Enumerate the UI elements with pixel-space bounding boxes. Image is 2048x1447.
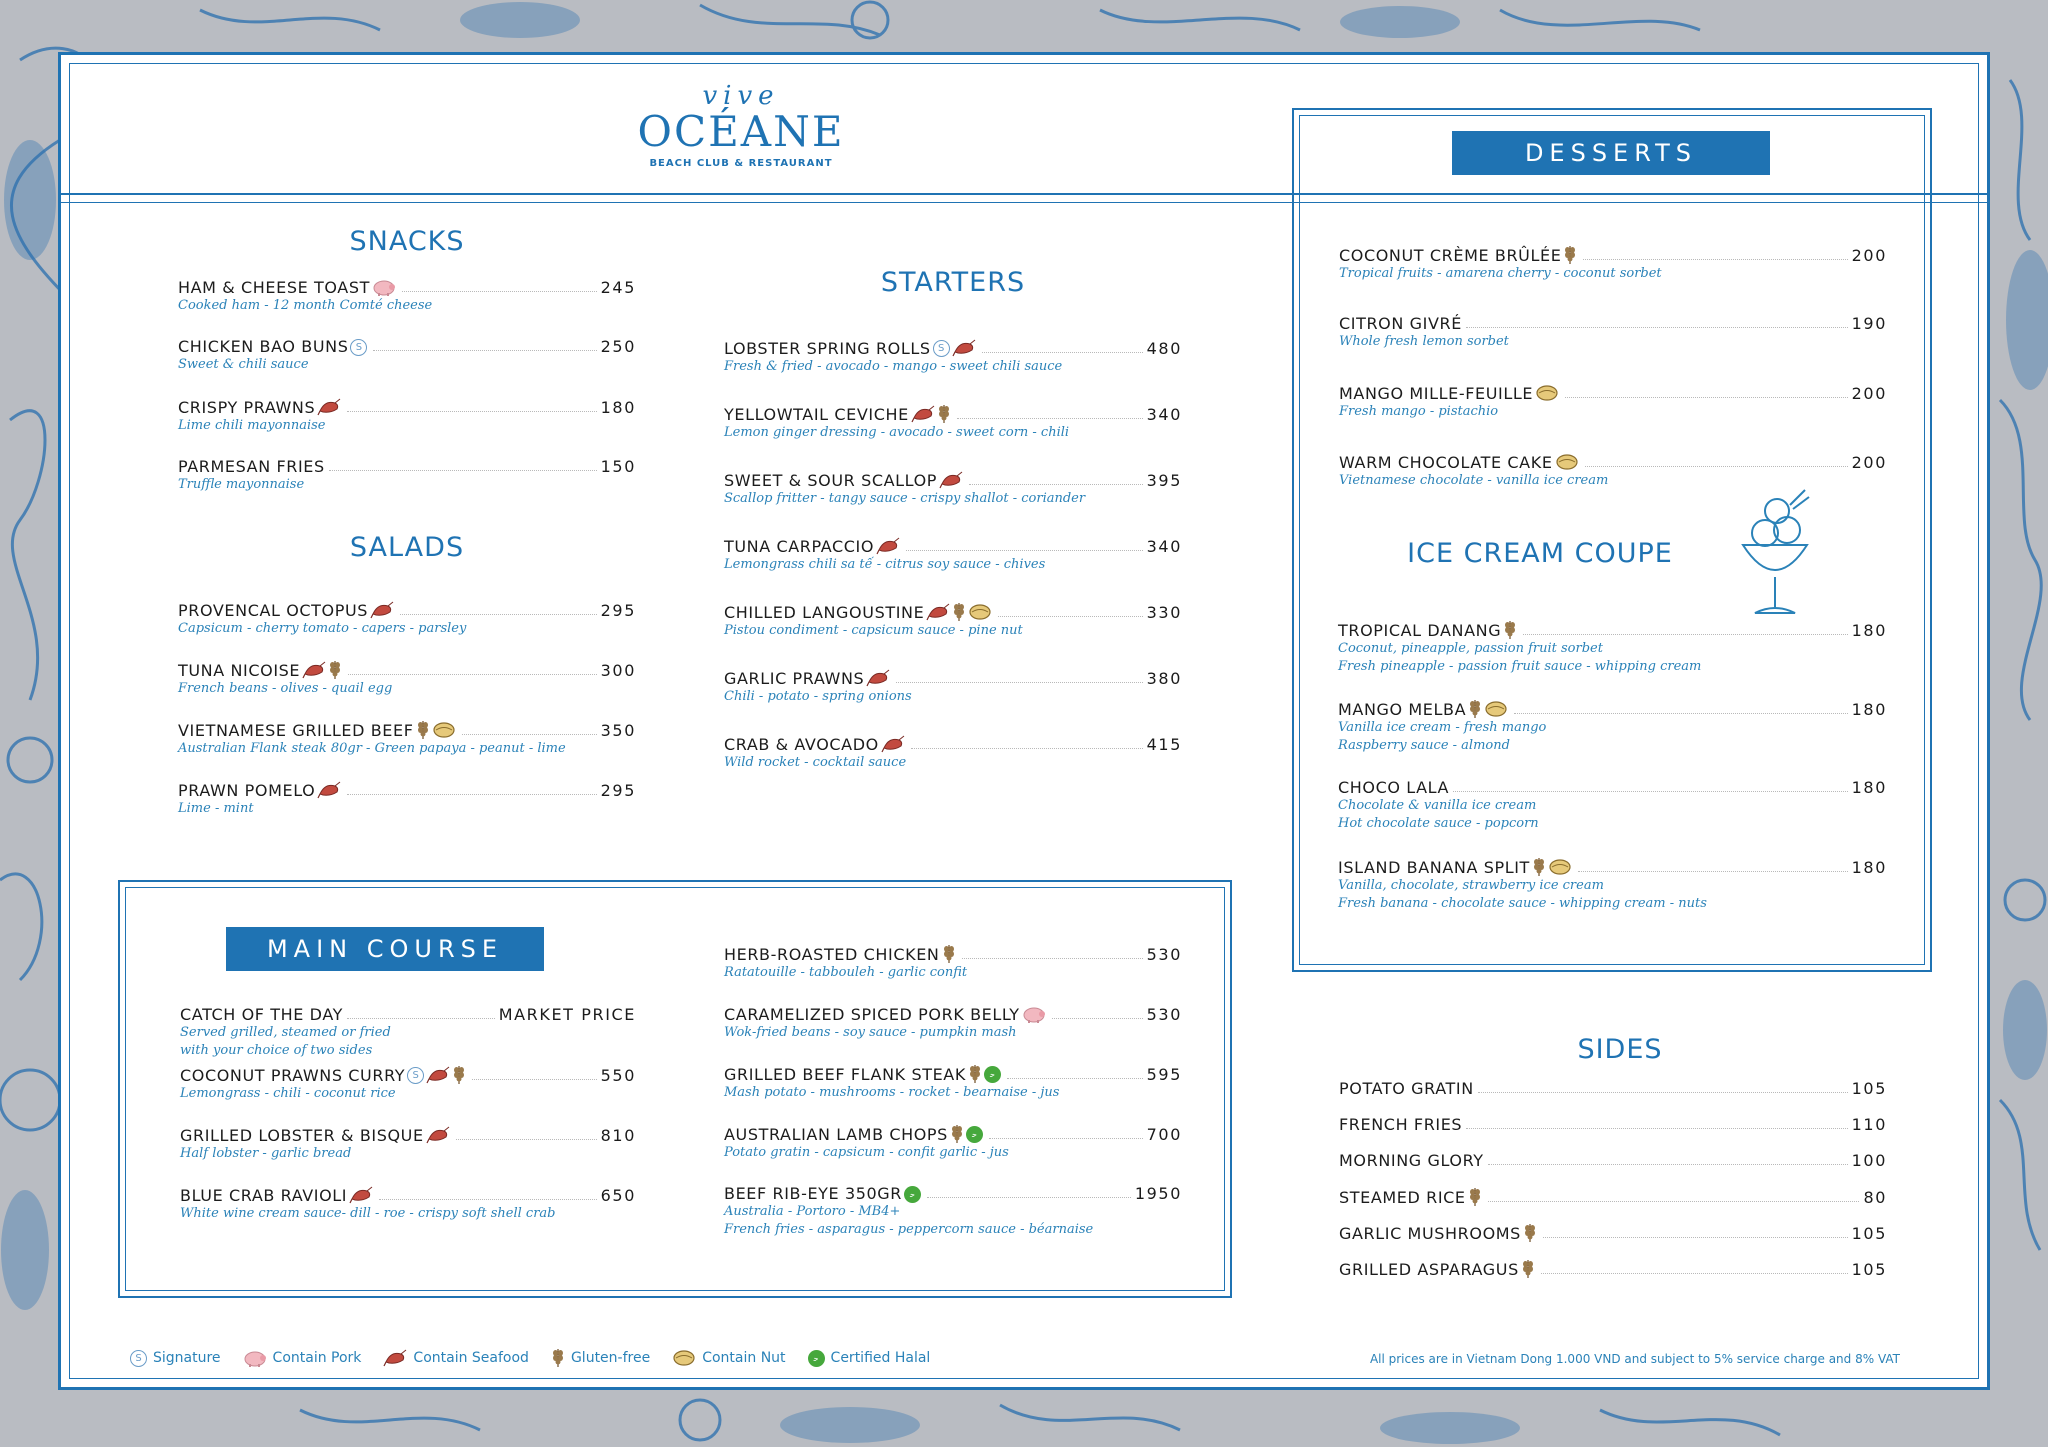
seafood-icon (317, 397, 341, 417)
signature-icon: S (407, 1067, 424, 1084)
item-description: Australia - Portoro - MB4+ (724, 1204, 901, 1219)
item-price: 700 (1146, 1125, 1182, 1144)
item-name: COCONUT CRÈME BRÛLÉE (1339, 246, 1562, 265)
item-description: French fries - asparagus - peppercorn sauce - béarnaise (724, 1222, 1094, 1237)
gluten-icon (952, 602, 966, 622)
leader-dots (1578, 871, 1848, 872)
menu-item-island-banana-split (1338, 857, 1887, 913)
seafood-icon (926, 602, 950, 622)
menu-item-australian-lamb-chops (724, 1124, 1182, 1162)
gluten-icon (328, 660, 342, 680)
leader-dots (462, 734, 597, 735)
pork-icon (1022, 1004, 1046, 1024)
item-price: 295 (600, 601, 636, 620)
leader-dots (1541, 1273, 1848, 1274)
item-name: CITRON GIVRÉ (1339, 314, 1462, 333)
item-name: VIETNAMESE GRILLED BEEF (178, 721, 414, 740)
seafood-icon (952, 338, 976, 358)
item-price: 245 (600, 278, 636, 297)
halal-icon: ﺣ (808, 1350, 825, 1367)
item-icons (1521, 1259, 1537, 1279)
leader-dots (1052, 1018, 1143, 1019)
item-price: 1950 (1134, 1184, 1182, 1203)
item-price: 80 (1863, 1188, 1887, 1207)
item-icons (1563, 245, 1579, 265)
item-description: Served grilled, steamed or fried (180, 1025, 391, 1040)
item-description: Lime - mint (178, 801, 254, 816)
menu-item-grilled-beef-flank-steak (724, 1064, 1182, 1102)
item-price: 200 (1851, 246, 1887, 265)
menu-item-garlic-prawns (724, 668, 1182, 706)
desserts-banner: DESSERTS (1452, 131, 1770, 175)
legend-label: Gluten-free (570, 1350, 651, 1366)
item-icons (866, 668, 892, 688)
brand-script: vive (702, 81, 780, 111)
item-description: Capsicum - cherry tomato - capers - parsley (178, 621, 467, 636)
item-description: Fresh & fried - avocado - mango - sweet chili sauce (724, 359, 1063, 374)
item-icons (317, 397, 343, 417)
item-icons (1468, 699, 1510, 719)
menu-item-grilled-asparagus (1339, 1259, 1887, 1279)
legend-item-contain-seafood (383, 1348, 529, 1368)
nut-icon (672, 1348, 696, 1368)
gluten-icon (1563, 245, 1577, 265)
seafood-icon (881, 734, 905, 754)
legend-label: Contain Seafood (413, 1350, 529, 1366)
item-price: 105 (1851, 1079, 1887, 1098)
menu-item-ham-cheese-toast (178, 277, 636, 315)
item-icons (302, 660, 344, 680)
item-icons (350, 339, 369, 356)
item-price: 530 (1146, 1005, 1182, 1024)
item-description: Ratatouille - tabbouleh - garlic confit (724, 965, 968, 980)
item-icons (372, 277, 398, 297)
item-name: BLUE CRAB RAVIOLI (180, 1186, 348, 1205)
seafood-icon (911, 404, 935, 424)
item-icons (349, 1185, 375, 1205)
leader-dots (911, 748, 1143, 749)
item-price: 150 (600, 457, 636, 476)
nut-icon (1555, 452, 1579, 472)
gluten-icon (1468, 1187, 1482, 1207)
item-name: HERB-ROASTED CHICKEN (724, 945, 940, 964)
nut-icon (1535, 383, 1559, 403)
item-description: Lime chili mayonnaise (178, 418, 326, 433)
menu-item-steamed-rice (1339, 1187, 1887, 1207)
item-name: AUSTRALIAN LAMB CHOPS (724, 1125, 948, 1144)
gluten-icon (968, 1064, 982, 1084)
menu-item-potato-gratin (1339, 1079, 1887, 1098)
menu-item-vietnamese-grilled-beef (178, 720, 636, 758)
menu-item-tuna-carpaccio (724, 536, 1182, 574)
leader-dots (957, 418, 1143, 419)
leader-dots (962, 958, 1143, 959)
menu-item-beef-rib-eye-350gr (724, 1184, 1182, 1239)
leader-dots (1543, 1237, 1848, 1238)
gluten-icon (1523, 1223, 1537, 1243)
item-price: 480 (1146, 339, 1182, 358)
leader-dots (1585, 466, 1848, 467)
item-description: Lemon ginger dressing - avocado - sweet corn - chili (724, 425, 1070, 440)
menu-item-blue-crab-ravioli (180, 1185, 636, 1223)
item-icons (407, 1065, 468, 1085)
item-description: Sweet & chili sauce (178, 357, 309, 372)
leader-dots (402, 291, 597, 292)
main-course-banner: MAIN COURSE (226, 927, 544, 971)
leader-dots (329, 470, 597, 471)
menu-item-tuna-nicoise (178, 660, 636, 698)
item-description: Scallop fritter - tangy sauce - crispy shallot - coriander (724, 491, 1086, 506)
leader-dots (347, 411, 596, 412)
menu-item-coconut-creme-brulee (1339, 245, 1887, 283)
seafood-icon (866, 668, 890, 688)
seafood-icon (426, 1125, 450, 1145)
snacks-title: SNACKS (349, 226, 465, 257)
item-description: Potato gratin - capsicum - confit garlic - jus (724, 1145, 1009, 1160)
gluten-icon (551, 1348, 565, 1368)
item-price: 180 (600, 398, 636, 417)
item-name: GRILLED LOBSTER & BISQUE (180, 1126, 424, 1145)
item-name: MANGO MELBA (1338, 700, 1467, 719)
legend-item-certified-halal (808, 1350, 931, 1367)
brand-name: OCÉANE (637, 107, 845, 156)
item-price: 180 (1851, 700, 1887, 719)
signature-icon: S (933, 340, 950, 357)
leader-dots (472, 1079, 597, 1080)
legend-label: Signature (153, 1350, 221, 1366)
item-price: 330 (1146, 603, 1182, 622)
item-name: HAM & CHEESE TOAST (178, 278, 370, 297)
item-price: 190 (1851, 314, 1887, 333)
leader-dots (989, 1138, 1143, 1139)
gluten-icon (1532, 857, 1546, 877)
menu-item-crispy-prawns (178, 397, 636, 435)
menu-item-warm-chocolate-cake (1339, 452, 1887, 490)
signature-icon: S (350, 339, 367, 356)
item-price: 105 (1851, 1260, 1887, 1279)
item-icons (876, 536, 902, 556)
item-description: Fresh banana - chocolate sauce - whipping cream - nuts (1338, 896, 1707, 911)
item-icons (950, 1124, 985, 1144)
item-price: 415 (1146, 735, 1182, 754)
item-description: Chocolate & vanilla ice cream (1338, 798, 1537, 813)
item-name: SWEET & SOUR SCALLOP (724, 471, 938, 490)
item-icons (370, 600, 396, 620)
item-description: Lemongrass - chili - coconut rice (180, 1086, 396, 1101)
item-icons (317, 780, 343, 800)
item-name: YELLOWTAIL CEVICHE (724, 405, 909, 424)
menu-item-chilled-langoustine (724, 602, 1182, 640)
gluten-icon (942, 944, 956, 964)
gluten-icon (1521, 1259, 1535, 1279)
menu-item-prawn-pomelo (178, 780, 636, 818)
item-name: GRILLED BEEF FLANK STEAK (724, 1065, 966, 1084)
nut-icon (1484, 699, 1508, 719)
item-name: CHOCO LALA (1338, 778, 1450, 797)
item-description: Raspberry sauce - almond (1338, 738, 1510, 753)
gluten-icon (452, 1065, 466, 1085)
item-name: COCONUT PRAWNS CURRY (180, 1066, 406, 1085)
item-price: 530 (1146, 945, 1182, 964)
item-name: POTATO GRATIN (1339, 1079, 1474, 1098)
item-icons (881, 734, 907, 754)
item-icons (1532, 857, 1574, 877)
starters-title: STARTERS (880, 267, 1026, 298)
leader-dots (1478, 1092, 1848, 1093)
leader-dots (1565, 397, 1848, 398)
menu-item-choco-lala (1338, 778, 1887, 833)
item-description: Cooked ham - 12 month Comté cheese (178, 298, 433, 313)
leader-dots (927, 1197, 1131, 1198)
item-description: Truffle mayonnaise (178, 477, 305, 492)
item-icons (926, 602, 994, 622)
legend-item-contain-nut (672, 1348, 785, 1368)
menu-item-garlic-mushrooms (1339, 1223, 1887, 1243)
seafood-icon (383, 1348, 407, 1368)
item-name: TUNA NICOISE (178, 661, 301, 680)
price-note: All prices are in Vietnam Dong 1.000 VND and subject to 5% service charge and 8% VAT (1369, 1352, 1900, 1366)
seafood-icon (317, 780, 341, 800)
item-name: MANGO MILLE-FEUILLE (1339, 384, 1534, 403)
item-name: CRAB & AVOCADO (724, 735, 879, 754)
nut-icon (1548, 857, 1572, 877)
item-price: 350 (600, 721, 636, 740)
item-description: Lemongrass chili sa tế - citrus soy sauce - chives (724, 557, 1046, 572)
gluten-icon (950, 1124, 964, 1144)
item-price: 180 (1851, 778, 1887, 797)
leader-dots (1514, 713, 1848, 714)
item-description: White wine cream sauce- dill - roe - crispy soft shell crab (180, 1206, 556, 1221)
leader-dots (400, 614, 597, 615)
gluten-icon (1503, 620, 1517, 640)
menu-item-sweet-sour-scallop (724, 470, 1182, 508)
item-price: 395 (1146, 471, 1182, 490)
menu-item-mango-mille-feuille (1339, 383, 1887, 421)
item-price: 110 (1851, 1115, 1887, 1134)
gluten-icon (937, 404, 951, 424)
item-description: Half lobster - garlic bread (180, 1146, 352, 1161)
item-description: Hot chocolate sauce - popcorn (1338, 816, 1539, 831)
item-price: 300 (600, 661, 636, 680)
icon-legend (130, 1348, 930, 1368)
menu-item-lobster-spring-rolls (724, 338, 1182, 376)
menu-item-parmesan-fries (178, 457, 636, 494)
item-description: Australian Flank steak 80gr - Green papaya - peanut - lime (178, 741, 566, 756)
menu-item-morning-glory (1339, 1151, 1887, 1170)
halal-icon: ﺣ (904, 1186, 921, 1203)
item-description: Tropical fruits - amarena cherry - coconut sorbet (1339, 266, 1662, 281)
menu-item-yellowtail-ceviche (724, 404, 1182, 442)
item-description: Wild rocket - cocktail sauce (724, 755, 907, 770)
seafood-icon (939, 470, 963, 490)
item-price: 810 (600, 1126, 636, 1145)
item-description: Coconut, pineapple, passion fruit sorbet (1338, 641, 1603, 656)
item-name: GARLIC MUSHROOMS (1339, 1224, 1521, 1243)
item-description: Vanilla ice cream - fresh mango (1338, 720, 1547, 735)
seafood-icon (426, 1065, 450, 1085)
item-name: CATCH OF THE DAY (180, 1005, 343, 1024)
item-description: Fresh pineapple - passion fruit sauce - whipping cream (1338, 659, 1702, 674)
item-name: GRILLED ASPARAGUS (1339, 1260, 1519, 1279)
leader-dots (1466, 327, 1848, 328)
item-name: CARAMELIZED SPICED PORK BELLY (724, 1005, 1020, 1024)
item-price: 180 (1851, 621, 1887, 640)
leader-dots (347, 794, 596, 795)
sides-title: SIDES (1577, 1034, 1663, 1065)
item-name: TUNA CARPACCIO (724, 537, 875, 556)
menu-item-herb-roasted-chicken (724, 944, 1182, 982)
item-description: Chili - potato - spring onions (724, 689, 912, 704)
item-name: MORNING GLORY (1339, 1151, 1484, 1170)
signature-icon: S (130, 1350, 147, 1367)
legend-label: Certified Halal (830, 1350, 931, 1366)
halal-icon: ﺣ (984, 1066, 1001, 1083)
menu-item-provencal-octopus (178, 600, 636, 638)
item-icons (416, 720, 458, 740)
menu-item-grilled-lobster-bisque (180, 1125, 636, 1163)
item-description: Fresh mango - pistachio (1339, 404, 1499, 419)
item-price: 650 (600, 1186, 636, 1205)
item-icons (968, 1064, 1003, 1084)
item-price: 100 (1851, 1151, 1887, 1170)
item-price: 105 (1851, 1224, 1887, 1243)
leader-dots (896, 682, 1142, 683)
item-description: with your choice of two sides (180, 1043, 373, 1058)
gluten-icon (1468, 699, 1482, 719)
item-price: 340 (1146, 405, 1182, 424)
item-icons (1468, 1187, 1484, 1207)
item-icons (426, 1125, 452, 1145)
leader-dots (906, 550, 1143, 551)
legend-label: Contain Pork (272, 1350, 362, 1366)
leader-dots (348, 674, 597, 675)
ice-cream-coupe-title: ICE CREAM COUPE (1407, 538, 1673, 569)
menu-item-mango-melba (1338, 699, 1887, 755)
leader-dots (456, 1139, 597, 1140)
item-description: Whole fresh lemon sorbet (1339, 334, 1509, 349)
leader-dots (1523, 634, 1847, 635)
item-name: STEAMED RICE (1339, 1188, 1466, 1207)
item-name: WARM CHOCOLATE CAKE (1339, 453, 1553, 472)
item-price: 550 (600, 1066, 636, 1085)
item-name: PARMESAN FRIES (178, 457, 325, 476)
item-name: CHICKEN BAO BUNS (178, 337, 349, 356)
legend-item-signature (130, 1350, 221, 1367)
item-icons (939, 470, 965, 490)
item-description: Vietnamese chocolate - vanilla ice cream (1339, 473, 1609, 488)
item-description: Mash potato - mushrooms - rocket - bearnaise - jus (724, 1085, 1060, 1100)
leader-dots (998, 616, 1142, 617)
item-price: 595 (1146, 1065, 1182, 1084)
menu-item-citron-givre (1339, 314, 1887, 351)
legend-item-contain-pork (243, 1348, 362, 1368)
item-name: BEEF RIB-EYE 350GR (724, 1184, 903, 1203)
halal-icon: ﺣ (966, 1126, 983, 1143)
item-name: FRENCH FRIES (1339, 1115, 1463, 1134)
item-icons (1503, 620, 1519, 640)
nut-icon (432, 720, 456, 740)
leader-dots (1466, 1128, 1847, 1129)
item-name: CRISPY PRAWNS (178, 398, 316, 417)
menu-item-french-fries (1339, 1115, 1887, 1134)
legend-label: Contain Nut (702, 1350, 786, 1366)
nut-icon (968, 602, 992, 622)
menu-item-crab-avocado (724, 734, 1182, 772)
item-icons (942, 944, 958, 964)
menu-item-catch-of-the-day (180, 1005, 636, 1060)
item-description: Vanilla, chocolate, strawberry ice cream (1338, 878, 1604, 893)
item-price: 250 (600, 337, 636, 356)
item-description: Pistou condiment - capsicum sauce - pine nut (724, 623, 1023, 638)
pork-icon (372, 277, 396, 297)
brand-subtitle: BEACH CLUB & RESTAURANT (649, 158, 833, 169)
item-name: TROPICAL DANANG (1338, 621, 1502, 640)
item-description: Wok-fried beans - soy sauce - pumpkin mash (724, 1025, 1017, 1040)
item-price: 295 (600, 781, 636, 800)
menu-item-coconut-prawns-curry (180, 1065, 636, 1103)
item-price: 380 (1146, 669, 1182, 688)
leader-dots (347, 1018, 495, 1019)
pork-icon (243, 1348, 267, 1368)
leader-dots (969, 484, 1143, 485)
menu-item-tropical-danang (1338, 620, 1887, 676)
item-icons (933, 338, 978, 358)
item-icons (911, 404, 953, 424)
legend-item-gluten-free (551, 1348, 650, 1368)
item-icons (1523, 1223, 1539, 1243)
leader-dots (1488, 1201, 1860, 1202)
leader-dots (1453, 791, 1848, 792)
menu-item-caramelized-spiced-pork-belly (724, 1004, 1182, 1042)
item-name: LOBSTER SPRING ROLLS (724, 339, 931, 358)
item-name: GARLIC PRAWNS (724, 669, 865, 688)
item-icons (1022, 1004, 1048, 1024)
item-icons (1535, 383, 1561, 403)
item-price: 180 (1851, 858, 1887, 877)
seafood-icon (876, 536, 900, 556)
leader-dots (1007, 1078, 1143, 1079)
item-icons (904, 1186, 923, 1203)
item-price: 200 (1851, 384, 1887, 403)
menu-item-chicken-bao-buns (178, 337, 636, 374)
item-name: PRAWN POMELO (178, 781, 316, 800)
item-name: ISLAND BANANA SPLIT (1338, 858, 1530, 877)
leader-dots (373, 350, 596, 351)
item-description: French beans - olives - quail egg (178, 681, 393, 696)
item-price: MARKET PRICE (498, 1005, 636, 1024)
item-price: 340 (1146, 537, 1182, 556)
item-name: PROVENCAL OCTOPUS (178, 601, 369, 620)
item-icons (1555, 452, 1581, 472)
leader-dots (1488, 1164, 1848, 1165)
leader-dots (379, 1199, 597, 1200)
gluten-icon (416, 720, 430, 740)
seafood-icon (302, 660, 326, 680)
item-name: CHILLED LANGOUSTINE (724, 603, 925, 622)
salads-title: SALADS (349, 532, 465, 563)
seafood-icon (370, 600, 394, 620)
leader-dots (982, 352, 1143, 353)
leader-dots (1583, 259, 1847, 260)
seafood-icon (349, 1185, 373, 1205)
item-price: 200 (1851, 453, 1887, 472)
